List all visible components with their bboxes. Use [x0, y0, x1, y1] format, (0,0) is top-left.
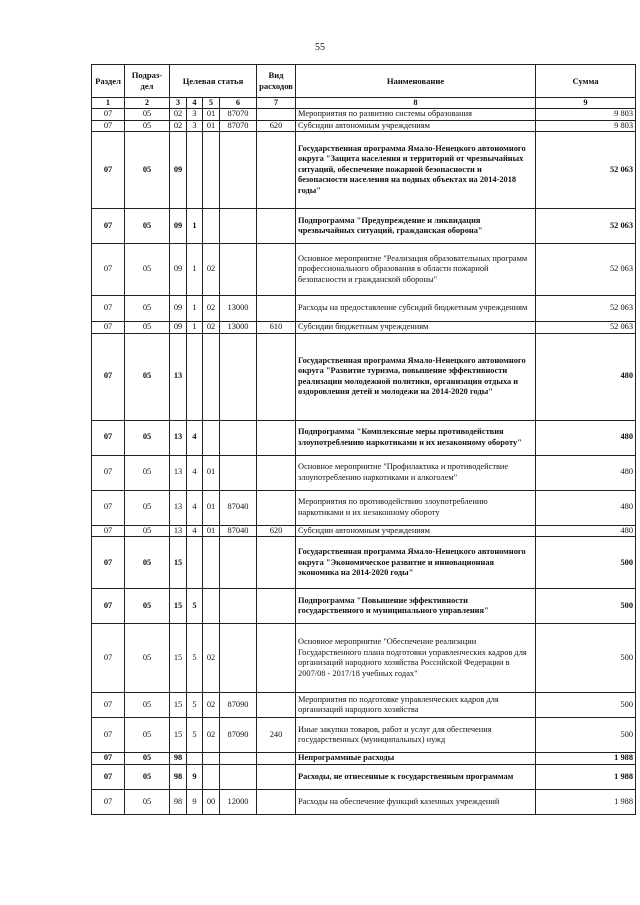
cell-sum: 52 063	[536, 322, 636, 334]
cell-c4: 87090	[220, 718, 257, 753]
table-row	[92, 244, 636, 296]
cell-sum: 52 063	[536, 132, 636, 209]
cell-c4	[220, 244, 257, 296]
cell-name: Непрограммные расходы	[296, 753, 536, 765]
cell-c1: 13	[170, 333, 187, 420]
cell-c1: 09	[170, 209, 187, 244]
cell-razdel: 07	[92, 244, 125, 296]
table-row	[92, 789, 636, 814]
cell-c3	[203, 209, 220, 244]
cell-c4	[220, 209, 257, 244]
cell-sum: 480	[536, 333, 636, 420]
cell-sum: 480	[536, 490, 636, 525]
cell-razdel: 07	[92, 753, 125, 765]
column-number-cell: 5	[203, 98, 220, 109]
cell-razdel: 07	[92, 333, 125, 420]
cell-c4	[220, 333, 257, 420]
cell-podrazdel: 05	[125, 537, 170, 589]
cell-c3: 02	[203, 624, 220, 693]
cell-sum: 500	[536, 537, 636, 589]
cell-vid	[257, 420, 296, 455]
cell-sum: 9 803	[536, 120, 636, 132]
cell-name: Мероприятия по подготовке управленческих кадров для организаций народного хозяйства	[296, 693, 536, 718]
header-summa: Сумма	[536, 65, 636, 98]
cell-c2: 4	[187, 490, 203, 525]
cell-podrazdel: 05	[125, 333, 170, 420]
cell-podrazdel: 05	[125, 764, 170, 789]
cell-podrazdel: 05	[125, 132, 170, 209]
cell-name: Иные закупки товаров, работ и услуг для обеспечения государственных (муниципальных) нужд	[296, 718, 536, 753]
table-row	[92, 589, 636, 624]
table-row	[92, 333, 636, 420]
cell-sum: 1 988	[536, 753, 636, 765]
cell-vid	[257, 333, 296, 420]
cell-c1: 15	[170, 693, 187, 718]
cell-razdel: 07	[92, 455, 125, 490]
cell-c2	[187, 537, 203, 589]
cell-sum: 1 988	[536, 764, 636, 789]
cell-name: Мероприятия по развитию системы образования	[296, 109, 536, 121]
cell-c4: 87040	[220, 525, 257, 537]
cell-razdel: 07	[92, 109, 125, 121]
cell-podrazdel: 05	[125, 789, 170, 814]
cell-vid: 620	[257, 525, 296, 537]
cell-vid	[257, 490, 296, 525]
cell-vid	[257, 296, 296, 322]
cell-c3: 02	[203, 296, 220, 322]
cell-c3: 00	[203, 789, 220, 814]
cell-podrazdel: 05	[125, 490, 170, 525]
cell-vid	[257, 789, 296, 814]
cell-sum: 9 803	[536, 109, 636, 121]
table-row	[92, 322, 636, 334]
cell-c2: 5	[187, 589, 203, 624]
cell-sum: 480	[536, 420, 636, 455]
cell-podrazdel: 05	[125, 525, 170, 537]
cell-razdel: 07	[92, 420, 125, 455]
cell-podrazdel: 05	[125, 718, 170, 753]
table-row	[92, 718, 636, 753]
table-row	[92, 753, 636, 765]
cell-c2: 5	[187, 718, 203, 753]
cell-c2: 3	[187, 109, 203, 121]
cell-vid	[257, 589, 296, 624]
table-body	[92, 109, 636, 815]
cell-sum: 52 063	[536, 244, 636, 296]
cell-c1: 13	[170, 420, 187, 455]
cell-razdel: 07	[92, 296, 125, 322]
cell-c2: 4	[187, 525, 203, 537]
table-row	[92, 209, 636, 244]
column-number-cell: 4	[187, 98, 203, 109]
cell-c3: 02	[203, 244, 220, 296]
cell-podrazdel: 05	[125, 109, 170, 121]
column-number-cell: 3	[170, 98, 187, 109]
cell-c3: 01	[203, 120, 220, 132]
cell-c3: 01	[203, 490, 220, 525]
table-row	[92, 525, 636, 537]
cell-c2: 4	[187, 420, 203, 455]
cell-name: Государственная программа Ямало-Ненецкого автономного округа "Развитие туризма, повышение эффективности реализации молодежной политики, организация отдыха и оздоровления детей и молодежи на 2014-2020 годы"	[296, 333, 536, 420]
cell-podrazdel: 05	[125, 120, 170, 132]
cell-c4	[220, 420, 257, 455]
table-row	[92, 537, 636, 589]
cell-c4: 87070	[220, 120, 257, 132]
cell-vid	[257, 455, 296, 490]
cell-sum: 1 988	[536, 789, 636, 814]
cell-c3: 02	[203, 718, 220, 753]
cell-razdel: 07	[92, 490, 125, 525]
cell-vid	[257, 244, 296, 296]
cell-name: Основное мероприятие "Профилактика и противодействие злоупотреблению наркотиками и алкоголем"	[296, 455, 536, 490]
cell-name: Расходы, не отнесенные к государственным программам	[296, 764, 536, 789]
cell-razdel: 07	[92, 525, 125, 537]
header-vid-rashodov: Вид расходов	[257, 65, 296, 98]
table-row	[92, 420, 636, 455]
cell-c2: 4	[187, 455, 203, 490]
cell-sum: 500	[536, 624, 636, 693]
column-number-cell: 7	[257, 98, 296, 109]
cell-sum: 52 063	[536, 209, 636, 244]
cell-c1: 09	[170, 132, 187, 209]
budget-table	[91, 64, 636, 815]
cell-razdel: 07	[92, 322, 125, 334]
cell-c1: 98	[170, 764, 187, 789]
cell-razdel: 07	[92, 537, 125, 589]
cell-c1: 09	[170, 296, 187, 322]
cell-vid	[257, 209, 296, 244]
cell-c3: 01	[203, 109, 220, 121]
cell-podrazdel: 05	[125, 624, 170, 693]
cell-c1: 98	[170, 789, 187, 814]
cell-c3: 01	[203, 455, 220, 490]
cell-c2	[187, 132, 203, 209]
cell-podrazdel: 05	[125, 693, 170, 718]
cell-c1: 15	[170, 718, 187, 753]
cell-sum: 480	[536, 455, 636, 490]
cell-c4	[220, 537, 257, 589]
cell-c3	[203, 420, 220, 455]
cell-c2: 3	[187, 120, 203, 132]
cell-c2: 9	[187, 789, 203, 814]
cell-c4	[220, 455, 257, 490]
cell-podrazdel: 05	[125, 209, 170, 244]
cell-sum: 480	[536, 525, 636, 537]
table-row	[92, 120, 636, 132]
table-row	[92, 109, 636, 121]
cell-vid	[257, 537, 296, 589]
cell-podrazdel: 05	[125, 455, 170, 490]
cell-c1: 13	[170, 455, 187, 490]
cell-c1: 15	[170, 537, 187, 589]
cell-c3	[203, 537, 220, 589]
table-row	[92, 764, 636, 789]
cell-c3: 02	[203, 693, 220, 718]
cell-podrazdel: 05	[125, 420, 170, 455]
column-number-cell: 1	[92, 98, 125, 109]
cell-c4	[220, 132, 257, 209]
cell-c1: 13	[170, 525, 187, 537]
cell-c2: 1	[187, 244, 203, 296]
cell-name: Государственная программа Ямало-Ненецкого автономного округа "Экономическое развитие и инновационная экономика на 2014-2020 годы"	[296, 537, 536, 589]
header-razdel: Раздел	[92, 65, 125, 98]
cell-c2: 9	[187, 764, 203, 789]
cell-vid	[257, 109, 296, 121]
cell-name: Субсидии автономным учреждениям	[296, 120, 536, 132]
table-row	[92, 296, 636, 322]
cell-c2: 1	[187, 209, 203, 244]
cell-c3	[203, 589, 220, 624]
cell-razdel: 07	[92, 764, 125, 789]
cell-c1: 09	[170, 244, 187, 296]
cell-podrazdel: 05	[125, 244, 170, 296]
column-number-cell: 8	[296, 98, 536, 109]
cell-vid	[257, 624, 296, 693]
cell-name: Субсидии бюджетным учреждениям	[296, 322, 536, 334]
column-number-row	[92, 98, 636, 109]
cell-razdel: 07	[92, 718, 125, 753]
cell-sum: 500	[536, 589, 636, 624]
cell-razdel: 07	[92, 120, 125, 132]
header-podrazdel: Подраз- дел	[125, 65, 170, 98]
cell-podrazdel: 05	[125, 589, 170, 624]
table-row	[92, 624, 636, 693]
cell-c3: 01	[203, 525, 220, 537]
cell-c4	[220, 589, 257, 624]
cell-razdel: 07	[92, 209, 125, 244]
cell-razdel: 07	[92, 624, 125, 693]
cell-podrazdel: 05	[125, 322, 170, 334]
cell-vid: 240	[257, 718, 296, 753]
cell-c4: 87070	[220, 109, 257, 121]
cell-vid	[257, 764, 296, 789]
cell-c4: 87040	[220, 490, 257, 525]
cell-vid	[257, 753, 296, 765]
cell-c4	[220, 753, 257, 765]
cell-sum: 500	[536, 718, 636, 753]
cell-vid: 620	[257, 120, 296, 132]
cell-c4: 13000	[220, 322, 257, 334]
cell-c3	[203, 132, 220, 209]
table-row	[92, 132, 636, 209]
page-number: 55	[315, 42, 325, 53]
cell-vid	[257, 693, 296, 718]
cell-name: Расходы на обеспечение функций казенных учреждений	[296, 789, 536, 814]
cell-name: Подпрограмма "Предупреждение и ликвидация чрезвычайных ситуаций, гражданская оборона"	[296, 209, 536, 244]
cell-podrazdel: 05	[125, 296, 170, 322]
cell-sum: 52 063	[536, 296, 636, 322]
header-naimenovanie: Наименование	[296, 65, 536, 98]
cell-c1: 98	[170, 753, 187, 765]
cell-vid	[257, 132, 296, 209]
header-celevaya-statya: Целевая статья	[170, 65, 257, 98]
cell-podrazdel: 05	[125, 753, 170, 765]
column-number-cell: 9	[536, 98, 636, 109]
cell-razdel: 07	[92, 693, 125, 718]
cell-c2: 1	[187, 296, 203, 322]
table-row	[92, 490, 636, 525]
cell-c4	[220, 624, 257, 693]
cell-c3	[203, 333, 220, 420]
cell-c3	[203, 764, 220, 789]
cell-c1: 15	[170, 624, 187, 693]
cell-c1: 02	[170, 109, 187, 121]
cell-c2	[187, 753, 203, 765]
cell-c2: 5	[187, 624, 203, 693]
cell-name: Основное мероприятие "Реализация образовательных программ профессионального образования в области пожарной безопасности и гражданской обороны"	[296, 244, 536, 296]
table-row	[92, 693, 636, 718]
cell-c2: 5	[187, 693, 203, 718]
cell-c2	[187, 333, 203, 420]
cell-c1: 09	[170, 322, 187, 334]
cell-name: Государственная программа Ямало-Ненецкого автономного округа "Защита населения и территорий от чрезвычайных ситуаций, обеспечение пожарной безопасности и безопасности населения на водных объектах на 2014-2018 годы"	[296, 132, 536, 209]
cell-c3: 02	[203, 322, 220, 334]
cell-c3	[203, 753, 220, 765]
column-number-cell: 6	[220, 98, 257, 109]
cell-name: Подпрограмма "Комплексные меры противодействия злоупотреблению наркотиками и их незаконному обороту"	[296, 420, 536, 455]
table-row	[92, 455, 636, 490]
cell-name: Подпрограмма "Повышение эффективности государственного и муниципального управления"	[296, 589, 536, 624]
cell-c1: 15	[170, 589, 187, 624]
cell-c2: 1	[187, 322, 203, 334]
cell-c4	[220, 764, 257, 789]
cell-sum: 500	[536, 693, 636, 718]
cell-name: Расходы на предоставление субсидий бюджетным учреждениям	[296, 296, 536, 322]
cell-c4: 12000	[220, 789, 257, 814]
cell-name: Основное мероприятие "Обеспечение реализации Государственного плана подготовки управленческих кадров для организаций народного хозяйства Российской Федерации в 2007/08 - 2017/18 учебных годах"	[296, 624, 536, 693]
cell-name: Мероприятия по противодействию злоупотреблению наркотиками и их незаконному обороту	[296, 490, 536, 525]
column-number-cell: 2	[125, 98, 170, 109]
cell-razdel: 07	[92, 789, 125, 814]
cell-razdel: 07	[92, 589, 125, 624]
cell-name: Субсидии автономным учреждениям	[296, 525, 536, 537]
cell-c4: 13000	[220, 296, 257, 322]
cell-vid: 610	[257, 322, 296, 334]
cell-c4: 87090	[220, 693, 257, 718]
cell-c1: 02	[170, 120, 187, 132]
cell-razdel: 07	[92, 132, 125, 209]
cell-c1: 13	[170, 490, 187, 525]
